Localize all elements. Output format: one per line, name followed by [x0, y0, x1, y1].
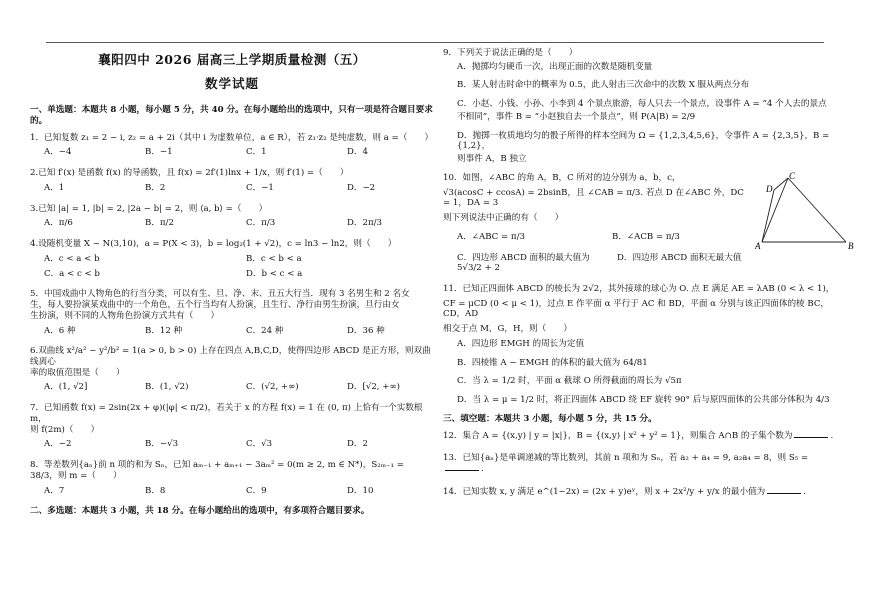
option-9A: A．抛掷均匀硬币一次，出现正面的次数是随机变量 [457, 61, 653, 72]
option: A．c < a < b [44, 253, 100, 264]
option: B．c < b < a [246, 253, 302, 264]
answer-blank [767, 493, 801, 494]
option-11C: C．当 λ = 1/2 时，平面 α 截球 O 所得截面的周长为 √5π [457, 376, 682, 387]
option: B．2 [145, 182, 166, 193]
option: D．36 种 [347, 325, 385, 336]
question-13-text: 13．已知{aₙ}是单调递减的等比数列，其前 n 项和为 Sₙ，若 a₂ + a₄ = 9, a₂a₄ = 8，则 S₅ = [443, 453, 809, 464]
options-4b [30, 269, 434, 280]
question-3: 3.已知 |a| = 1, |b| = 2, |2a − b| = 2，则 ⟨a, b⟩ =（ ） [30, 203, 268, 214]
option: C．24 种 [246, 325, 284, 336]
options-7 [30, 439, 434, 450]
option: C．9 [246, 485, 267, 496]
options-1 [30, 147, 434, 158]
options-8 [30, 486, 434, 497]
edge-cb [788, 178, 846, 242]
question-2: 2.已知 f′(x) 是函数 f(x) 的导函数，且 f(x) = 2f′(1)lnx + 1/x，则 f′(1) =（ ） [30, 168, 349, 179]
option: B．∠ACB = π/3 [612, 231, 680, 242]
option-9B: B．某人射击时命中的概率为 0.5，此人射击三次命中的次数 X 服从两点分布 [457, 80, 750, 91]
question-14: 14．已知实数 x, y 满足 e^(1−2x) = (2x + y)eʸ，则 x + 2x²/y + y/x 的最小值为 . [443, 486, 806, 497]
option: D．2 [347, 439, 368, 450]
quadrilateral-figure [755, 170, 858, 255]
option-11A: A．四边形 EMGH 的周长为定值 [457, 338, 585, 349]
option: D．2π/3 [347, 218, 382, 229]
option: A．π/6 [44, 218, 73, 229]
option: D．b < c < a [246, 268, 303, 279]
options-5 [30, 326, 434, 337]
question-6-line2: 率的取值范围是（ ） [30, 367, 125, 378]
exam-title: 襄阳四中 2026 届高三上学期质量检测（五） [98, 52, 366, 67]
option: B．8 [145, 485, 166, 496]
section-fill-blank: 三、填空题：本题共 3 小题，每小题 5 分，共 15 分。 [443, 413, 657, 424]
vertex-label-d: D [766, 184, 773, 194]
question-4: 4.设随机变量 X ~ N(3,10)，a = P(X < 3)，b = log₂(1 + √2)，c = ln3 − ln2，则（ ） [30, 239, 397, 250]
options-3 [30, 218, 434, 229]
question-10-line1: 10．如图，∠ABC 的角 A，B，C 所对的边分别为 a，b，c， [443, 172, 681, 183]
option: C．1 [246, 147, 267, 158]
option: B．π/2 [145, 218, 174, 229]
option: B．−1 [145, 147, 173, 158]
question-8: 8．等差数列{aₙ}前 n 项的和为 Sₙ，已知 aₘ₋₁ + aₘ₊₁ − 3aₘ² = 0(m ≥ 2, m ∈ N*)，S₂ₘ₋₁ = 38/3，则 m =（ ） [30, 460, 407, 481]
option: B．(1, √2) [145, 382, 189, 393]
option: C．π/3 [246, 218, 276, 229]
question-13: 13．已知{aₙ}是单调递减的等比数列，其前 n 项和为 Sₙ，若 a₂ + a₄ = 9, a₂a₄ = 8，则 S₅ =. [443, 453, 809, 475]
options-10 [443, 232, 753, 243]
option: A．6 种 [44, 325, 76, 336]
option: C．(√2, +∞) [246, 382, 299, 393]
options-6 [30, 382, 434, 393]
option: B．−√3 [145, 439, 179, 450]
question-9: 9．下列关于说法正确的是（ ） [443, 48, 578, 58]
option-9D-line2: 则事件 A，B 独立 [457, 154, 527, 165]
option-11D: D．当 λ = μ = 1/2 时，将正四面体 ABCD 绕 EF 旋转 90° 后与原四面体的公共部分体积为 4/3 [457, 395, 830, 406]
vertex-label-c: C [789, 171, 796, 181]
question-7-line2: 则 f(2m)（ ） [30, 424, 100, 435]
question-14-text: 14．已知实数 x, y 满足 e^(1−2x) = (2x + y)eʸ，则 x + 2x²/y + y/x 的最小值为 [443, 486, 766, 497]
question-11-line2: CF = μCD (0 < μ < 1)，过点 E 作平面 α 平行于 AC 和 BD，平面 α 分别与该正四面体的棱 BC，CD，AD [443, 298, 830, 320]
left-column [30, 48, 434, 523]
option: C．a < c < b [44, 268, 100, 279]
question-1: 1．已知复数 z₁ = 2 − i, z₂ = a + 2i（其中 i 为虚数单位，a ∈ R），若 z₁·z₂ 是纯虚数，则 a =（ ） [30, 132, 434, 143]
option: A．7 [44, 485, 65, 496]
option: D．10 [347, 485, 374, 496]
option-9D-line1: D．抛掷一枚质地均匀的骰子所得的样本空间为 Ω = {1,2,3,4,5,6}，令事件 A = {2,3,5}，B = {1,2}， [457, 130, 833, 152]
option: A．∠ABC = π/3 [457, 231, 525, 242]
header-rule [46, 42, 824, 43]
option: D．−2 [347, 182, 376, 193]
option: C．−1 [246, 182, 274, 193]
question-7-line1: 7．已知函数 f(x) = 2sin(2x + φ)(|φ| < π/2)，若关于 x 的方程 f(x) = 1 在 (0, π) 上恰有一个实数根 m， [30, 403, 426, 424]
question-5-line3: 生扮演，则不同的人物角色扮演方式共有（ ） [30, 310, 220, 321]
vertex-label-a: A [755, 241, 761, 251]
right-column [443, 48, 838, 501]
question-12: 12．集合 A = {(x,y) | y = |x|}，B = {(x,y) | x² + y² = 1}，则集合 A∩B 的子集个数为 . [443, 430, 834, 441]
vertex-label-b: B [848, 241, 854, 251]
exam-subtitle: 数学试题 [204, 75, 259, 91]
question-12-text: 12．集合 A = {(x,y) | y = |x|}，B = {(x,y) | x² + y² = 1}，则集合 A∩B 的子集个数为 [443, 430, 793, 441]
options-2 [30, 183, 434, 194]
question-5-line2: 生，每人要扮演某戏曲中的一个角色，五个行当均有人扮演，且生行、净行由男生扮演，旦行由女 [30, 300, 400, 311]
options-10b [443, 253, 763, 274]
option: D．4 [347, 147, 368, 158]
option: A．−2 [44, 439, 72, 450]
option: D．[√2, +∞) [347, 382, 400, 393]
question-6-line1: 6.双曲线 x²/a² − y²/b² = 1(a > 0, b > 0) 上存在四点 A,B,C,D，使得四边形 ABCD 是正方形，则双曲线离心 [30, 346, 431, 367]
option: A．(1, √2] [44, 382, 88, 393]
question-10-line2: √3(acosC + ccosA) = 2bsinB，且 ∠CAB = π/3. 若点 D 在∠ABC 外，DC = 1，DA = 3 [443, 187, 747, 209]
option: A．−4 [44, 147, 72, 158]
section-multi-choice: 二、多选题：本题共 3 小题，共 18 分。在每小题给出的选项中，有多项符合题目要求。 [30, 506, 370, 517]
options-4 [30, 254, 434, 265]
option: A．1 [44, 182, 65, 193]
option-11B: B．四棱锥 A − EMGH 的体积的最大值为 64/81 [457, 357, 648, 368]
option: C．√3 [246, 439, 273, 450]
question-5-line1: 5．中国戏曲中人物角色的行当分类，可以有生、旦、净、末、丑五大行当．现有 3 名男生和 2 名女 [30, 289, 410, 300]
option: D．四边形 ABCD 面积无最大值 [617, 252, 742, 263]
option: C．四边形 ABCD 面积的最大值为 5√3/2 + 2 [457, 252, 590, 274]
option-9C-line1: C．小赵、小钱、小孙、小李到 4 个景点旅游，每人只去一个景点，设事件 A = “4 个人去的景点 [457, 99, 827, 110]
section-single-choice: 一、单选题：本题共 8 小题，每小题 5 分，共 40 分。在每小题给出的选项中，只有一项是符合题目要求的。 [30, 105, 433, 126]
option: B．12 种 [145, 325, 183, 336]
option-9C-line2: 不相同”，事件 B = “小赵独自去一个景点”，则 P(A|B) = 2/9 [457, 111, 696, 122]
question-11-line3: 相交于点 M，G，H，则（ ） [443, 324, 573, 335]
answer-blank [445, 470, 479, 471]
answer-blank [794, 437, 828, 438]
question-10-line3: 则下列说法中正确的有（ ） [443, 213, 564, 224]
question-11-line1: 11．已知正四面体 ABCD 的棱长为 2√2，其外接球的球心为 O. 点 E 满足 AE = λAB (0 < λ < 1)， [443, 284, 835, 295]
